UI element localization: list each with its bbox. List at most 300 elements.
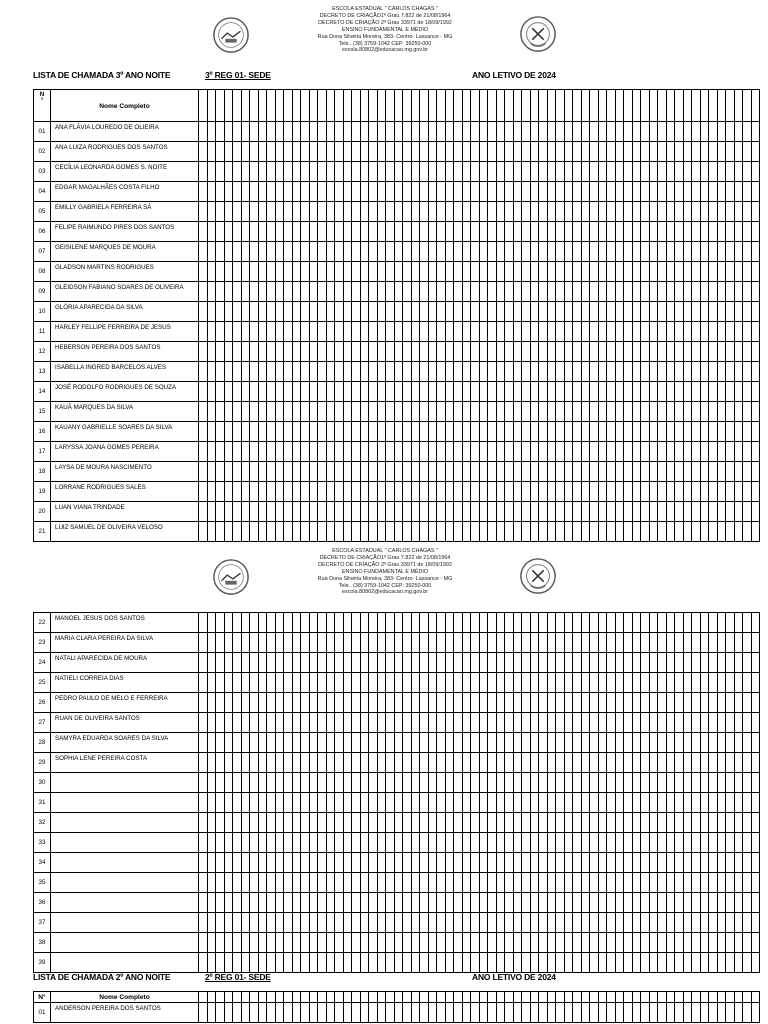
attendance-cell[interactable] [335, 442, 344, 462]
attendance-cell[interactable] [352, 302, 361, 322]
attendance-cell[interactable] [607, 733, 616, 753]
attendance-cell[interactable] [675, 933, 684, 953]
attendance-cell[interactable] [292, 733, 301, 753]
attendance-cell[interactable] [488, 853, 497, 873]
attendance-cell[interactable] [377, 793, 386, 813]
attendance-cell[interactable] [250, 122, 259, 142]
attendance-cell[interactable] [224, 142, 233, 162]
attendance-cell[interactable] [471, 90, 480, 122]
attendance-cell[interactable] [598, 422, 607, 442]
attendance-cell[interactable] [717, 813, 726, 833]
attendance-cell[interactable] [241, 122, 250, 142]
attendance-cell[interactable] [743, 693, 752, 713]
attendance-cell[interactable] [641, 813, 650, 833]
attendance-cell[interactable] [734, 382, 743, 402]
attendance-cell[interactable] [751, 873, 760, 893]
attendance-cell[interactable] [564, 322, 573, 342]
attendance-cell[interactable] [717, 913, 726, 933]
attendance-cell[interactable] [581, 302, 590, 322]
attendance-cell[interactable] [658, 693, 667, 713]
attendance-cell[interactable] [522, 633, 531, 653]
attendance-cell[interactable] [666, 773, 675, 793]
attendance-cell[interactable] [352, 142, 361, 162]
attendance-cell[interactable] [726, 90, 735, 122]
attendance-cell[interactable] [692, 282, 701, 302]
attendance-cell[interactable] [539, 482, 548, 502]
attendance-cell[interactable] [335, 773, 344, 793]
attendance-cell[interactable] [377, 182, 386, 202]
attendance-cell[interactable] [700, 402, 709, 422]
attendance-cell[interactable] [284, 122, 293, 142]
attendance-cell[interactable] [258, 502, 267, 522]
attendance-cell[interactable] [547, 222, 556, 242]
attendance-cell[interactable] [709, 142, 718, 162]
attendance-cell[interactable] [547, 382, 556, 402]
attendance-cell[interactable] [292, 262, 301, 282]
attendance-cell[interactable] [377, 122, 386, 142]
attendance-cell[interactable] [700, 953, 709, 973]
attendance-cell[interactable] [522, 90, 531, 122]
attendance-cell[interactable] [717, 1003, 726, 1023]
attendance-cell[interactable] [522, 813, 531, 833]
attendance-cell[interactable] [343, 853, 352, 873]
attendance-cell[interactable] [301, 342, 310, 362]
attendance-cell[interactable] [598, 242, 607, 262]
attendance-cell[interactable] [301, 693, 310, 713]
attendance-cell[interactable] [496, 302, 505, 322]
attendance-cell[interactable] [352, 382, 361, 402]
attendance-cell[interactable] [709, 953, 718, 973]
attendance-cell[interactable] [632, 462, 641, 482]
attendance-cell[interactable] [471, 282, 480, 302]
attendance-cell[interactable] [700, 502, 709, 522]
attendance-cell[interactable] [437, 933, 446, 953]
attendance-cell[interactable] [207, 342, 216, 362]
attendance-cell[interactable] [573, 793, 582, 813]
attendance-cell[interactable] [258, 813, 267, 833]
attendance-cell[interactable] [726, 613, 735, 633]
attendance-cell[interactable] [590, 813, 599, 833]
attendance-cell[interactable] [386, 262, 395, 282]
attendance-cell[interactable] [335, 1003, 344, 1023]
attendance-cell[interactable] [505, 992, 514, 1003]
attendance-cell[interactable] [734, 733, 743, 753]
attendance-cell[interactable] [641, 933, 650, 953]
attendance-cell[interactable] [709, 773, 718, 793]
attendance-cell[interactable] [386, 462, 395, 482]
attendance-cell[interactable] [496, 853, 505, 873]
attendance-cell[interactable] [641, 833, 650, 853]
attendance-cell[interactable] [284, 242, 293, 262]
attendance-cell[interactable] [216, 502, 225, 522]
attendance-cell[interactable] [454, 733, 463, 753]
attendance-cell[interactable] [394, 873, 403, 893]
attendance-cell[interactable] [573, 853, 582, 873]
attendance-cell[interactable] [462, 262, 471, 282]
attendance-cell[interactable] [267, 162, 276, 182]
attendance-cell[interactable] [207, 773, 216, 793]
attendance-cell[interactable] [233, 813, 242, 833]
attendance-cell[interactable] [471, 122, 480, 142]
attendance-cell[interactable] [513, 322, 522, 342]
attendance-cell[interactable] [199, 182, 208, 202]
attendance-cell[interactable] [590, 613, 599, 633]
attendance-cell[interactable] [199, 953, 208, 973]
attendance-cell[interactable] [615, 342, 624, 362]
attendance-cell[interactable] [649, 693, 658, 713]
attendance-cell[interactable] [496, 893, 505, 913]
attendance-cell[interactable] [649, 222, 658, 242]
attendance-cell[interactable] [241, 713, 250, 733]
attendance-cell[interactable] [666, 693, 675, 713]
attendance-cell[interactable] [505, 893, 514, 913]
attendance-cell[interactable] [360, 733, 369, 753]
attendance-cell[interactable] [207, 522, 216, 542]
attendance-cell[interactable] [709, 282, 718, 302]
attendance-cell[interactable] [224, 482, 233, 502]
attendance-cell[interactable] [199, 462, 208, 482]
attendance-cell[interactable] [488, 342, 497, 362]
attendance-cell[interactable] [666, 482, 675, 502]
attendance-cell[interactable] [734, 222, 743, 242]
attendance-cell[interactable] [717, 953, 726, 973]
attendance-cell[interactable] [267, 693, 276, 713]
attendance-cell[interactable] [207, 90, 216, 122]
attendance-cell[interactable] [624, 282, 633, 302]
attendance-cell[interactable] [454, 442, 463, 462]
attendance-cell[interactable] [284, 773, 293, 793]
attendance-cell[interactable] [224, 953, 233, 973]
attendance-cell[interactable] [598, 382, 607, 402]
attendance-cell[interactable] [292, 282, 301, 302]
attendance-cell[interactable] [675, 813, 684, 833]
attendance-cell[interactable] [615, 302, 624, 322]
attendance-cell[interactable] [318, 813, 327, 833]
attendance-cell[interactable] [471, 242, 480, 262]
attendance-cell[interactable] [573, 322, 582, 342]
attendance-cell[interactable] [505, 242, 514, 262]
attendance-cell[interactable] [233, 362, 242, 382]
attendance-cell[interactable] [658, 913, 667, 933]
attendance-cell[interactable] [709, 673, 718, 693]
attendance-cell[interactable] [539, 713, 548, 733]
attendance-cell[interactable] [411, 502, 420, 522]
attendance-cell[interactable] [539, 302, 548, 322]
attendance-cell[interactable] [692, 693, 701, 713]
attendance-cell[interactable] [649, 813, 658, 833]
attendance-cell[interactable] [692, 713, 701, 733]
attendance-cell[interactable] [700, 462, 709, 482]
attendance-cell[interactable] [624, 992, 633, 1003]
attendance-cell[interactable] [224, 502, 233, 522]
attendance-cell[interactable] [624, 442, 633, 462]
attendance-cell[interactable] [709, 502, 718, 522]
attendance-cell[interactable] [539, 753, 548, 773]
attendance-cell[interactable] [369, 833, 378, 853]
attendance-cell[interactable] [641, 873, 650, 893]
attendance-cell[interactable] [420, 382, 429, 402]
attendance-cell[interactable] [284, 673, 293, 693]
attendance-cell[interactable] [683, 222, 692, 242]
attendance-cell[interactable] [734, 362, 743, 382]
attendance-cell[interactable] [267, 502, 276, 522]
attendance-cell[interactable] [258, 673, 267, 693]
attendance-cell[interactable] [547, 913, 556, 933]
attendance-cell[interactable] [420, 402, 429, 422]
attendance-cell[interactable] [403, 282, 412, 302]
attendance-cell[interactable] [547, 813, 556, 833]
attendance-cell[interactable] [250, 893, 259, 913]
attendance-cell[interactable] [241, 873, 250, 893]
attendance-cell[interactable] [692, 342, 701, 362]
attendance-cell[interactable] [641, 853, 650, 873]
attendance-cell[interactable] [479, 482, 488, 502]
attendance-cell[interactable] [743, 222, 752, 242]
attendance-cell[interactable] [224, 282, 233, 302]
attendance-cell[interactable] [632, 142, 641, 162]
attendance-cell[interactable] [335, 833, 344, 853]
attendance-cell[interactable] [454, 753, 463, 773]
attendance-cell[interactable] [275, 422, 284, 442]
attendance-cell[interactable] [199, 753, 208, 773]
attendance-cell[interactable] [318, 633, 327, 653]
attendance-cell[interactable] [318, 673, 327, 693]
attendance-cell[interactable] [369, 462, 378, 482]
attendance-cell[interactable] [292, 502, 301, 522]
attendance-cell[interactable] [428, 242, 437, 262]
attendance-cell[interactable] [751, 753, 760, 773]
attendance-cell[interactable] [734, 673, 743, 693]
attendance-cell[interactable] [292, 653, 301, 673]
attendance-cell[interactable] [318, 202, 327, 222]
attendance-cell[interactable] [437, 222, 446, 242]
attendance-cell[interactable] [369, 873, 378, 893]
attendance-cell[interactable] [717, 362, 726, 382]
attendance-cell[interactable] [352, 1003, 361, 1023]
attendance-cell[interactable] [573, 773, 582, 793]
attendance-cell[interactable] [624, 633, 633, 653]
attendance-cell[interactable] [377, 222, 386, 242]
attendance-cell[interactable] [437, 693, 446, 713]
attendance-cell[interactable] [403, 202, 412, 222]
attendance-cell[interactable] [318, 462, 327, 482]
attendance-cell[interactable] [539, 873, 548, 893]
attendance-cell[interactable] [292, 933, 301, 953]
attendance-cell[interactable] [420, 813, 429, 833]
attendance-cell[interactable] [352, 992, 361, 1003]
attendance-cell[interactable] [411, 913, 420, 933]
attendance-cell[interactable] [352, 873, 361, 893]
attendance-cell[interactable] [369, 162, 378, 182]
attendance-cell[interactable] [743, 282, 752, 302]
attendance-cell[interactable] [275, 913, 284, 933]
attendance-cell[interactable] [649, 382, 658, 402]
attendance-cell[interactable] [318, 302, 327, 322]
attendance-cell[interactable] [539, 813, 548, 833]
attendance-cell[interactable] [411, 933, 420, 953]
attendance-cell[interactable] [743, 873, 752, 893]
attendance-cell[interactable] [377, 733, 386, 753]
attendance-cell[interactable] [437, 502, 446, 522]
attendance-cell[interactable] [666, 933, 675, 953]
attendance-cell[interactable] [479, 162, 488, 182]
attendance-cell[interactable] [734, 653, 743, 673]
attendance-cell[interactable] [743, 462, 752, 482]
attendance-cell[interactable] [581, 90, 590, 122]
attendance-cell[interactable] [598, 90, 607, 122]
attendance-cell[interactable] [530, 753, 539, 773]
attendance-cell[interactable] [632, 853, 641, 873]
attendance-cell[interactable] [573, 242, 582, 262]
attendance-cell[interactable] [207, 182, 216, 202]
attendance-cell[interactable] [428, 122, 437, 142]
attendance-cell[interactable] [539, 502, 548, 522]
attendance-cell[interactable] [403, 442, 412, 462]
attendance-cell[interactable] [411, 242, 420, 262]
attendance-cell[interactable] [471, 853, 480, 873]
attendance-cell[interactable] [488, 693, 497, 713]
attendance-cell[interactable] [258, 242, 267, 262]
attendance-cell[interactable] [496, 933, 505, 953]
attendance-cell[interactable] [250, 502, 259, 522]
attendance-cell[interactable] [590, 1003, 599, 1023]
attendance-cell[interactable] [216, 1003, 225, 1023]
attendance-cell[interactable] [513, 202, 522, 222]
attendance-cell[interactable] [462, 953, 471, 973]
attendance-cell[interactable] [428, 502, 437, 522]
attendance-cell[interactable] [547, 893, 556, 913]
attendance-cell[interactable] [539, 833, 548, 853]
attendance-cell[interactable] [360, 693, 369, 713]
attendance-cell[interactable] [564, 773, 573, 793]
attendance-cell[interactable] [488, 222, 497, 242]
attendance-cell[interactable] [403, 122, 412, 142]
attendance-cell[interactable] [717, 182, 726, 202]
attendance-cell[interactable] [352, 442, 361, 462]
attendance-cell[interactable] [462, 482, 471, 502]
attendance-cell[interactable] [496, 653, 505, 673]
attendance-cell[interactable] [352, 713, 361, 733]
attendance-cell[interactable] [284, 90, 293, 122]
attendance-cell[interactable] [556, 673, 565, 693]
attendance-cell[interactable] [547, 613, 556, 633]
attendance-cell[interactable] [590, 773, 599, 793]
attendance-cell[interactable] [360, 992, 369, 1003]
attendance-cell[interactable] [505, 813, 514, 833]
attendance-cell[interactable] [539, 633, 548, 653]
attendance-cell[interactable] [709, 342, 718, 362]
attendance-cell[interactable] [590, 302, 599, 322]
attendance-cell[interactable] [598, 773, 607, 793]
attendance-cell[interactable] [241, 633, 250, 653]
attendance-cell[interactable] [556, 162, 565, 182]
attendance-cell[interactable] [275, 853, 284, 873]
attendance-cell[interactable] [420, 322, 429, 342]
attendance-cell[interactable] [573, 122, 582, 142]
attendance-cell[interactable] [207, 322, 216, 342]
attendance-cell[interactable] [326, 893, 335, 913]
attendance-cell[interactable] [539, 422, 548, 442]
attendance-cell[interactable] [335, 142, 344, 162]
attendance-cell[interactable] [267, 613, 276, 633]
attendance-cell[interactable] [564, 873, 573, 893]
attendance-cell[interactable] [284, 142, 293, 162]
attendance-cell[interactable] [207, 813, 216, 833]
attendance-cell[interactable] [445, 773, 454, 793]
attendance-cell[interactable] [581, 1003, 590, 1023]
attendance-cell[interactable] [343, 182, 352, 202]
attendance-cell[interactable] [522, 202, 531, 222]
attendance-cell[interactable] [513, 462, 522, 482]
attendance-cell[interactable] [658, 953, 667, 973]
attendance-cell[interactable] [734, 122, 743, 142]
attendance-cell[interactable] [675, 482, 684, 502]
attendance-cell[interactable] [709, 302, 718, 322]
attendance-cell[interactable] [267, 202, 276, 222]
attendance-cell[interactable] [394, 773, 403, 793]
attendance-cell[interactable] [479, 242, 488, 262]
attendance-cell[interactable] [335, 733, 344, 753]
attendance-cell[interactable] [590, 162, 599, 182]
attendance-cell[interactable] [607, 773, 616, 793]
attendance-cell[interactable] [292, 753, 301, 773]
attendance-cell[interactable] [309, 482, 318, 502]
attendance-cell[interactable] [709, 222, 718, 242]
attendance-cell[interactable] [556, 1003, 565, 1023]
attendance-cell[interactable] [624, 813, 633, 833]
attendance-cell[interactable] [335, 953, 344, 973]
attendance-cell[interactable] [275, 613, 284, 633]
attendance-cell[interactable] [734, 613, 743, 633]
attendance-cell[interactable] [726, 813, 735, 833]
attendance-cell[interactable] [462, 422, 471, 442]
attendance-cell[interactable] [275, 933, 284, 953]
attendance-cell[interactable] [471, 653, 480, 673]
attendance-cell[interactable] [641, 442, 650, 462]
attendance-cell[interactable] [216, 422, 225, 442]
attendance-cell[interactable] [649, 833, 658, 853]
attendance-cell[interactable] [343, 442, 352, 462]
attendance-cell[interactable] [420, 992, 429, 1003]
attendance-cell[interactable] [352, 422, 361, 442]
attendance-cell[interactable] [547, 522, 556, 542]
attendance-cell[interactable] [717, 633, 726, 653]
attendance-cell[interactable] [411, 733, 420, 753]
attendance-cell[interactable] [726, 282, 735, 302]
attendance-cell[interactable] [233, 482, 242, 502]
attendance-cell[interactable] [607, 342, 616, 362]
attendance-cell[interactable] [267, 362, 276, 382]
attendance-cell[interactable] [522, 853, 531, 873]
attendance-cell[interactable] [488, 522, 497, 542]
attendance-cell[interactable] [207, 402, 216, 422]
attendance-cell[interactable] [318, 893, 327, 913]
attendance-cell[interactable] [301, 522, 310, 542]
attendance-cell[interactable] [309, 142, 318, 162]
attendance-cell[interactable] [241, 653, 250, 673]
attendance-cell[interactable] [530, 482, 539, 502]
attendance-cell[interactable] [513, 442, 522, 462]
attendance-cell[interactable] [199, 813, 208, 833]
attendance-cell[interactable] [445, 813, 454, 833]
attendance-cell[interactable] [224, 653, 233, 673]
attendance-cell[interactable] [581, 322, 590, 342]
attendance-cell[interactable] [292, 90, 301, 122]
attendance-cell[interactable] [445, 693, 454, 713]
attendance-cell[interactable] [309, 90, 318, 122]
attendance-cell[interactable] [301, 813, 310, 833]
attendance-cell[interactable] [607, 653, 616, 673]
